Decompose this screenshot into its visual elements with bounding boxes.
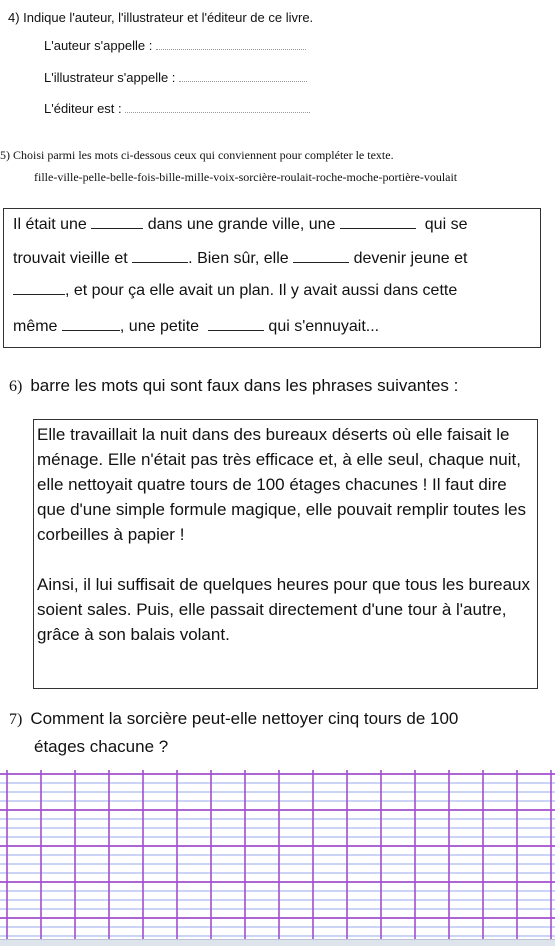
question-6-number: 6): [9, 378, 23, 395]
question-6-title: [9, 376, 458, 396]
publisher-line: [44, 101, 310, 116]
word-list: fille-ville-pelle-belle-fois-bille-mille-voix-sorcière-roulait-roche-moche-portière-voulait: [34, 170, 458, 184]
text-fragment: devenir: [353, 250, 407, 267]
blank-4[interactable]: [293, 249, 349, 263]
publisher-label: L'éditeur est :: [44, 101, 122, 116]
story-text-box: [33, 419, 538, 689]
author-line: [44, 38, 306, 53]
illustrator-line: [44, 70, 307, 85]
blank-6[interactable]: [62, 317, 120, 331]
question-7-text: Comment la sorcière peut-elle nettoyer cinq tours de 100: [30, 709, 459, 728]
text-fragment: . Bien sûr, elle: [188, 250, 289, 267]
blank-5[interactable]: [13, 281, 65, 295]
story-paragraph-2: Ainsi, il lui suffisait de quelques heures pour que tous les bureaux soient sales. Puis, elle passait directement d'une tour à l'autre, grâce à son balais volant.: [37, 575, 530, 644]
text-line-2: [13, 249, 467, 268]
question-4-title: 4) Indique l'auteur, l'illustrateur et l'éditeur de ce livre.: [8, 10, 314, 25]
author-label: L'auteur s'appelle :: [44, 38, 153, 53]
blank-1[interactable]: [91, 215, 143, 229]
publisher-answer-field[interactable]: [125, 101, 310, 113]
seyes-writing-grid[interactable]: [0, 770, 555, 940]
author-answer-field[interactable]: [156, 38, 306, 50]
fill-in-text-box: [3, 208, 541, 348]
text-fragment: Il était une: [13, 216, 87, 233]
text-line-1: [13, 215, 467, 234]
question-7-number: 7): [9, 711, 23, 728]
text-fragment: même: [13, 318, 58, 335]
text-fragment: dans une grande ville, une: [147, 216, 336, 233]
text-fragment: qui s'ennuyait...: [268, 318, 380, 335]
blank-7[interactable]: [208, 317, 264, 331]
text-fragment: , une petite: [119, 318, 200, 335]
blank-3[interactable]: [132, 249, 188, 263]
question-6-text: barre les mots qui sont faux dans les phrases suivantes :: [30, 376, 459, 395]
text-fragment: , et pour ça elle avait un plan. Il y avait aussi dans cette: [65, 282, 458, 299]
text-fragment: qui se: [424, 216, 468, 233]
blank-2[interactable]: [340, 215, 416, 229]
text-fragment: trouvait vieille et: [13, 250, 128, 267]
text-line-3: [13, 281, 457, 300]
question-5-title: 5) Choisi parmi les mots ci-dessous ceux qui conviennent pour compléter le texte.: [0, 148, 394, 162]
text-fragment: jeune et: [410, 250, 468, 267]
question-7-title: [9, 709, 458, 729]
question-7-text-continued: étages chacune ?: [34, 737, 169, 756]
story-paragraph-1: Elle travaillait la nuit dans des bureaux déserts où elle faisait le ménage. Elle n'était pas très efficace et, à elle seul, chaque nuit, elle nettoyait quatre tours de 100 étages chacunes ! Il faut dire que d'une simple formule magique, elle pouvait remplir toutes les corbeilles à papier !: [37, 425, 526, 544]
illustrator-label: L'illustrateur s'appelle :: [44, 70, 176, 85]
illustrator-answer-field[interactable]: [179, 70, 307, 82]
text-line-4: [13, 317, 379, 336]
